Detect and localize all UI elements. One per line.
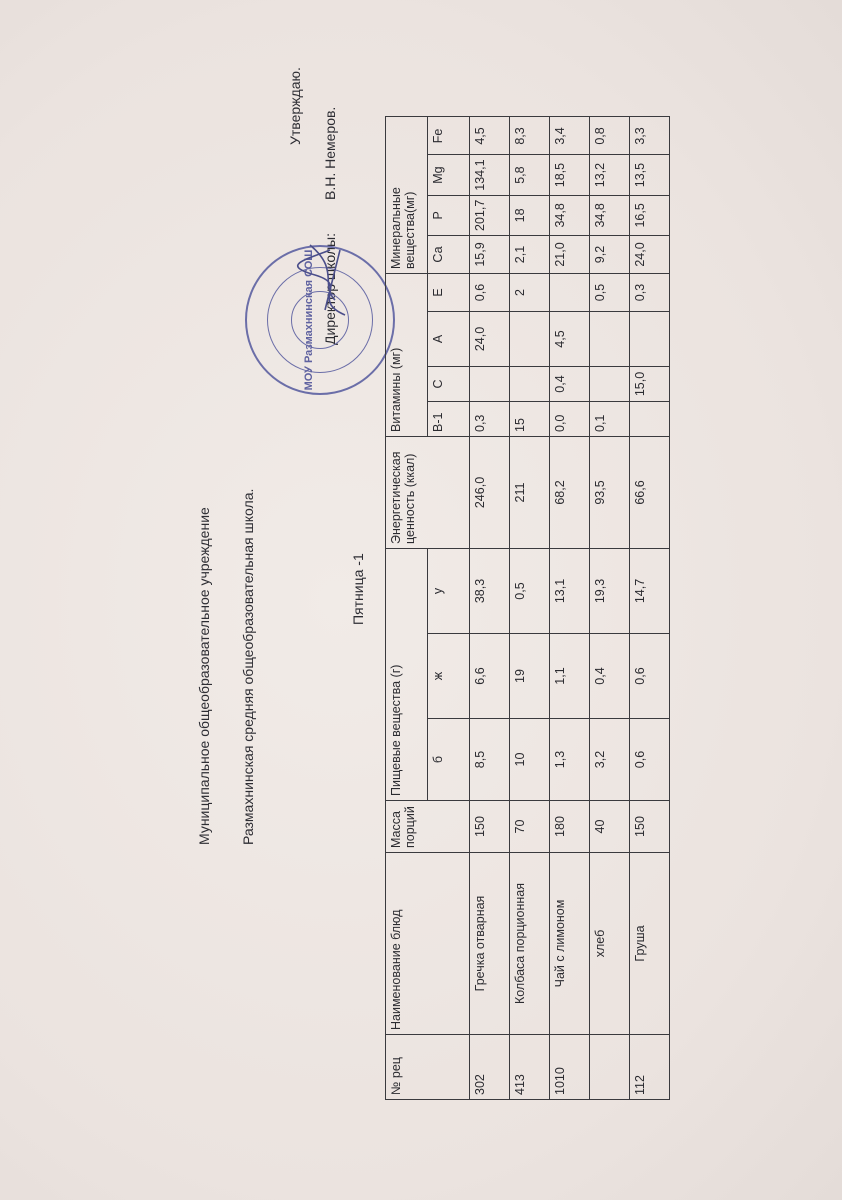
approved-label: Утверждаю. <box>287 67 303 145</box>
cell-b: 8,5 <box>470 719 510 801</box>
cell-c <box>470 367 510 402</box>
institution-line-2: Размахнинская средняя общеобразовательная школа. <box>240 488 256 845</box>
nutrients-group-header: Пищевые вещества (г) <box>386 549 428 801</box>
cell-b1: 0,3 <box>470 402 510 437</box>
sub-header: ж <box>428 634 470 719</box>
cell-dish: Чай с лимоном <box>550 853 590 1035</box>
cell-b1: 15 <box>510 402 550 437</box>
sub-header: Р <box>428 195 470 235</box>
cell-mass: 40 <box>590 801 630 853</box>
cell-zh: 6,6 <box>470 634 510 719</box>
cell-zh: 19 <box>510 634 550 719</box>
cell-mg: 5,8 <box>510 155 550 195</box>
cell-mass: 150 <box>470 801 510 853</box>
cell-fe: 8,3 <box>510 117 550 155</box>
cell-fe: 0,8 <box>590 117 630 155</box>
cell-u: 19,3 <box>590 549 630 634</box>
cell-dish: Гречка отварная <box>470 853 510 1035</box>
cell-a: 4,5 <box>550 312 590 367</box>
cell-c: 15,0 <box>630 367 670 402</box>
cell-e: 0,5 <box>590 274 630 312</box>
cell-ca: 15,9 <box>470 236 510 274</box>
cell-b: 10 <box>510 719 550 801</box>
cell-dish: Груша <box>630 853 670 1035</box>
cell-p: 34,8 <box>550 195 590 235</box>
cell-zh: 1,1 <box>550 634 590 719</box>
sub-header: б <box>428 719 470 801</box>
cell-fe: 4,5 <box>470 117 510 155</box>
cell-a <box>510 312 550 367</box>
vitamins-group-header: Витамины (мг) <box>386 274 428 437</box>
cell-mg: 13,2 <box>590 155 630 195</box>
cell-zh: 0,4 <box>590 634 630 719</box>
cell-u: 14,7 <box>630 549 670 634</box>
cell-rec: 302 <box>470 1035 510 1100</box>
cell-mg: 18,5 <box>550 155 590 195</box>
cell-rec: 413 <box>510 1035 550 1100</box>
day-title: Пятница -1 <box>350 553 366 625</box>
sub-header: Mg <box>428 155 470 195</box>
seal-center-text: МОУ Размахнинская СОШ <box>303 249 315 391</box>
sub-header: Са <box>428 236 470 274</box>
cell-c: 0,4 <box>550 367 590 402</box>
cell-c <box>510 367 550 402</box>
cell-b: 0,6 <box>630 719 670 801</box>
cell-u: 38,3 <box>470 549 510 634</box>
cell-p: 16,5 <box>630 195 670 235</box>
cell-mg: 134,1 <box>470 155 510 195</box>
nutrition-table <box>385 116 670 1100</box>
cell-e: 0,6 <box>470 274 510 312</box>
sub-header: С <box>428 367 470 402</box>
cell-a: 24,0 <box>470 312 510 367</box>
cell-e <box>550 274 590 312</box>
cell-kcal: 66,6 <box>630 437 670 549</box>
cell-zh: 0,6 <box>630 634 670 719</box>
cell-ca: 21,0 <box>550 236 590 274</box>
cell-b1: 0,1 <box>590 402 630 437</box>
cell-c <box>590 367 630 402</box>
cell-kcal: 68,2 <box>550 437 590 549</box>
cell-rec <box>590 1035 630 1100</box>
cell-ca: 2,1 <box>510 236 550 274</box>
table-row <box>510 117 550 1100</box>
cell-rec: 1010 <box>550 1035 590 1100</box>
cell-e: 0,3 <box>630 274 670 312</box>
cell-p: 34,8 <box>590 195 630 235</box>
cell-mg: 13,5 <box>630 155 670 195</box>
cell-dish: Колбаса порционная <box>510 853 550 1035</box>
sub-header: В-1 <box>428 402 470 437</box>
director-signature <box>290 240 360 320</box>
sub-header: Е <box>428 274 470 312</box>
cell-kcal: 246,0 <box>470 437 510 549</box>
minerals-group-header: Минеральные вещества(мг) <box>386 117 428 274</box>
sub-header: Fe <box>428 117 470 155</box>
cell-a <box>630 312 670 367</box>
cell-u: 13,1 <box>550 549 590 634</box>
col-dish-header: Наименование блюд <box>386 853 470 1035</box>
cell-fe: 3,4 <box>550 117 590 155</box>
sub-header: у <box>428 549 470 634</box>
cell-mass: 180 <box>550 801 590 853</box>
table-row <box>630 117 670 1100</box>
cell-mass: 70 <box>510 801 550 853</box>
cell-b: 1,3 <box>550 719 590 801</box>
table-row <box>470 117 510 1100</box>
cell-ca: 9,2 <box>590 236 630 274</box>
director-name: В.Н. Немеров. <box>322 106 338 200</box>
sub-header: А <box>428 312 470 367</box>
cell-p: 18 <box>510 195 550 235</box>
institution-line-1: Муниципальное общеобразовательное учреждение <box>196 507 212 845</box>
cell-e: 2 <box>510 274 550 312</box>
cell-a <box>590 312 630 367</box>
cell-mass: 150 <box>630 801 670 853</box>
col-mass-header: Масса порций <box>386 801 470 853</box>
cell-rec: 112 <box>630 1035 670 1100</box>
cell-ca: 24,0 <box>630 236 670 274</box>
table-row <box>550 117 590 1100</box>
director-label: Директор школы: <box>322 233 338 345</box>
energy-header: Энергетическая ценность (ккал) <box>386 437 470 549</box>
cell-p: 201,7 <box>470 195 510 235</box>
cell-kcal: 211 <box>510 437 550 549</box>
cell-b1: 0,0 <box>550 402 590 437</box>
col-recipe-header: № рец <box>386 1035 470 1100</box>
cell-dish: хлеб <box>590 853 630 1035</box>
cell-b: 3,2 <box>590 719 630 801</box>
cell-b1 <box>630 402 670 437</box>
cell-u: 0,5 <box>510 549 550 634</box>
table-row <box>590 117 630 1100</box>
cell-kcal: 93,5 <box>590 437 630 549</box>
cell-fe: 3,3 <box>630 117 670 155</box>
